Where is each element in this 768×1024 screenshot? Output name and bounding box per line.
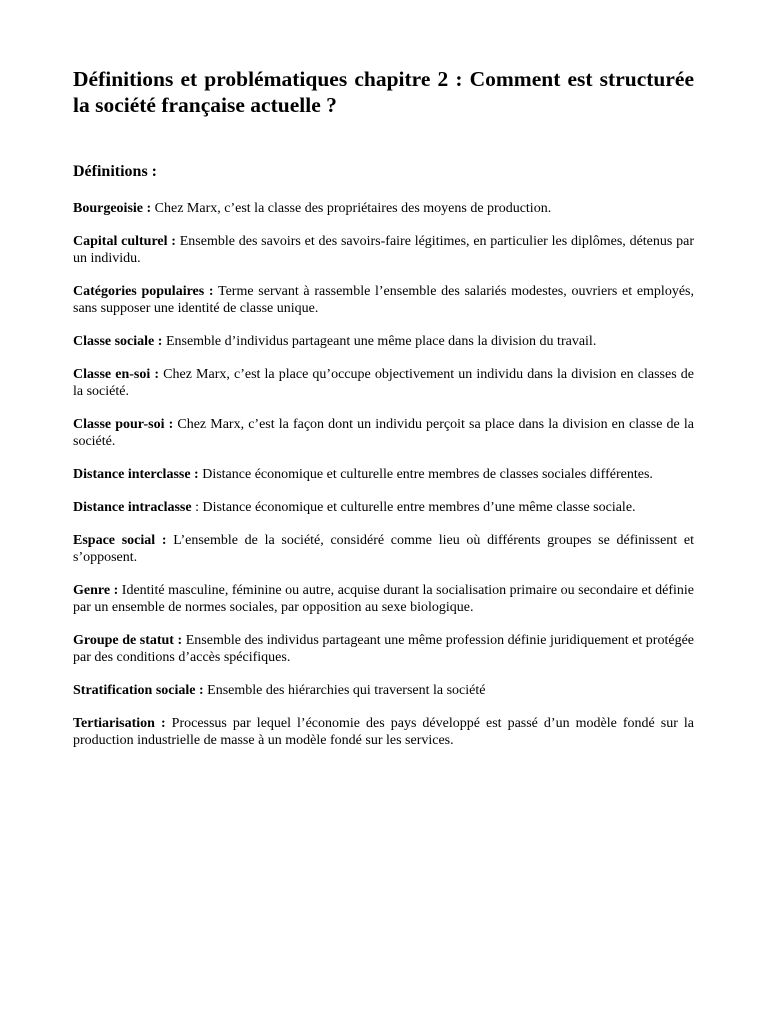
document-title: Définitions et problématiques chapitre 2 : Comment est structurée la société française actuelle ?: [73, 67, 694, 117]
definition-item: [73, 283, 694, 317]
section-heading-definitions: Définitions :: [73, 163, 157, 180]
definition-item: [73, 366, 694, 400]
definition-text: : Distance économique et culturelle entre membres d’une même classe sociale.: [191, 500, 636, 515]
definition-term: Stratification sociale :: [73, 683, 204, 698]
definition-item: [73, 499, 694, 516]
definition-term: Bourgeoisie :: [73, 201, 152, 216]
definition-term: Classe pour-soi :: [73, 417, 174, 432]
definitions-list: [73, 200, 694, 749]
definition-text: Chez Marx, c’est la place qu’occupe objectivement un individu dans la division en classes de la société.: [73, 367, 694, 399]
definition-item: [73, 416, 694, 450]
definition-text: Ensemble des hiérarchies qui traversent la société: [203, 683, 486, 698]
definition-item: [73, 233, 694, 267]
definition-text: Distance économique et culturelle entre membres de classes sociales différentes.: [198, 467, 653, 482]
definition-item: [73, 333, 694, 350]
definition-text: Chez Marx, c’est la façon dont un individu perçoit sa place dans la division en classe de la société.: [73, 417, 694, 449]
definition-item: [73, 582, 694, 616]
definition-term: Genre :: [73, 583, 119, 598]
definition-term: Capital culturel :: [73, 234, 176, 249]
definition-term: Distance intraclasse: [73, 500, 192, 515]
definition-term: Groupe de statut :: [73, 633, 183, 648]
definition-term: Classe en-soi :: [73, 367, 160, 382]
definition-item: [73, 632, 694, 666]
document-page: [73, 66, 694, 765]
definition-item: [73, 466, 694, 483]
definition-text: Terme servant à rassemble l’ensemble des salariés modestes, ouvriers et employés, sans supposer une identité de classe unique.: [73, 284, 694, 316]
definition-text: Ensemble d’individus partageant une même place dans la division du travail.: [162, 334, 597, 349]
definition-text: Chez Marx, c’est la classe des propriétaires des moyens de production.: [151, 201, 552, 216]
definition-term: Espace social :: [73, 533, 167, 548]
definition-term: Tertiarisation :: [73, 716, 166, 731]
definition-text: Ensemble des individus partageant une même profession définie juridiquement et protégée par des conditions d’accès spécifiques.: [73, 633, 694, 665]
definition-item: [73, 682, 694, 699]
definition-item: [73, 715, 694, 749]
definition-term: Catégories populaires :: [73, 284, 214, 299]
definition-term: Distance interclasse :: [73, 467, 199, 482]
definition-text: Identité masculine, féminine ou autre, acquise durant la socialisation primaire ou secondaire et définie par un ensemble de normes sociales, par opposition au sexe biologique.: [73, 583, 694, 615]
definition-text: Processus par lequel l’économie des pays développé est passé d’un modèle fondé sur la production industrielle de masse à un modèle fondé sur les services.: [73, 716, 695, 748]
definition-item: [73, 200, 694, 217]
definition-item: [73, 532, 694, 566]
definition-term: Classe sociale :: [73, 334, 163, 349]
definition-text: L’ensemble de la société, considéré comme lieu où différents groupes se définissent et s’opposent.: [73, 533, 694, 565]
definition-text: Ensemble des savoirs et des savoirs-faire légitimes, en particulier les diplômes, détenus par un individu.: [73, 234, 694, 266]
